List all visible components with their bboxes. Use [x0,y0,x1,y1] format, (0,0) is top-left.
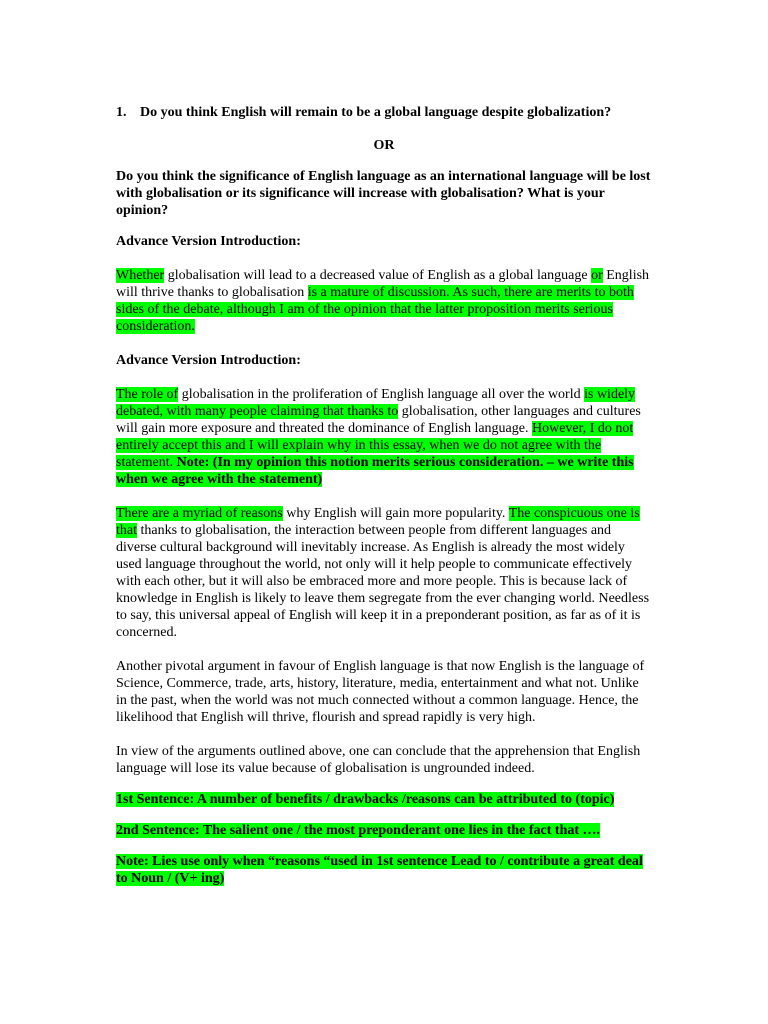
heading-advance-intro-1: Advance Version Introduction: [116,234,301,249]
paragraph-body-1 [116,505,652,641]
highlight-note: Note: Lies use only when “reasons “used in 1st sentence Lead to / contribute a great deal to Noun / (V+ ing) [116,854,643,886]
body-text: globalisation, other languages and cultures will gain more exposure and threated the dominance of English language. [116,404,641,436]
highlight-text: The conspicuous one is that [116,506,640,538]
heading-advance-intro-2: Advance Version Introduction: [116,353,301,368]
highlight-note: 2nd Sentence: The salient one / the most preponderant one lies in the fact that …. [116,823,601,838]
paragraph-intro-1 [116,267,652,335]
body-text: why English will gain more popularity. [282,506,509,521]
paragraph-body-2: Another pivotal argument in favour of English language is that now English is the language of Science, Commerce, trade, arts, history, literature, media, entertainment and what not. Unlike in the past, when the world was not much connected without a common language. Hence, the likelihood that English will thrive, flourish and spread rapidly is very high. [116,659,645,725]
highlight-note: 1st Sentence: A number of benefits / drawbacks /reasons can be attributed to (topic) [116,792,615,807]
body-text: globalisation will lead to a decreased value of English as a global language [164,268,592,283]
highlight-text: is widely debated, with many people claiming that thanks to [116,387,636,419]
question-text: Do you think English will remain to be a global language despite globalization? [140,105,612,120]
document-body [116,104,652,887]
or-divider: OR [373,138,395,153]
paragraph-intro-2 [116,386,652,488]
note-second-sentence [116,822,652,839]
body-text: globalisation in the proliferation of English language all over the world [178,387,585,402]
question-number: 1. [116,105,127,120]
alternate-question: Do you think the significance of English language as an international language will be lost with globalisation or its significance will increase with globalisation? What is your opinion? [116,169,651,218]
highlight-text: is a mature of discussion. As such, there are merits to both sides of the debate, although I am of the opinion that the latter proposition merits serious consideration. [116,285,634,334]
highlight-text: However, I do not entirely accept this and I will explain why in this essay, when we do not agree with the statement. [116,421,634,470]
paragraph-conclusion: In view of the arguments outlined above, one can conclude that the apprehension that English language will lose its value because of globalisation is ungrounded indeed. [116,744,641,776]
body-text: thanks to globalisation, the interaction between people from different languages and diverse cultural background will inevitably increase. As English is already the most widely used language throughout the world, not only will it help people to communicate effectively with each other, but it will also be embraced more and more people. This is because lack of knowledge in English is likely to leave them segregate from the ever changing world. Needless to say, this universal appeal of English will keep it in a preponderant position, as far as of it is concerned. [116,523,650,640]
highlight-text: The role of [116,387,179,402]
highlight-text: or [591,268,603,283]
note-first-sentence [116,791,652,808]
note-lies-usage [116,853,652,887]
question-1 [116,104,652,121]
highlight-text: There are a myriad of reasons [116,506,283,521]
highlight-note: Note: (In my opinion this notion merits serious consideration. – we write this when we agree with the statement) [116,455,634,487]
body-text: English will thrive thanks to globalisation [116,268,650,300]
highlight-text: Whether [116,268,165,283]
